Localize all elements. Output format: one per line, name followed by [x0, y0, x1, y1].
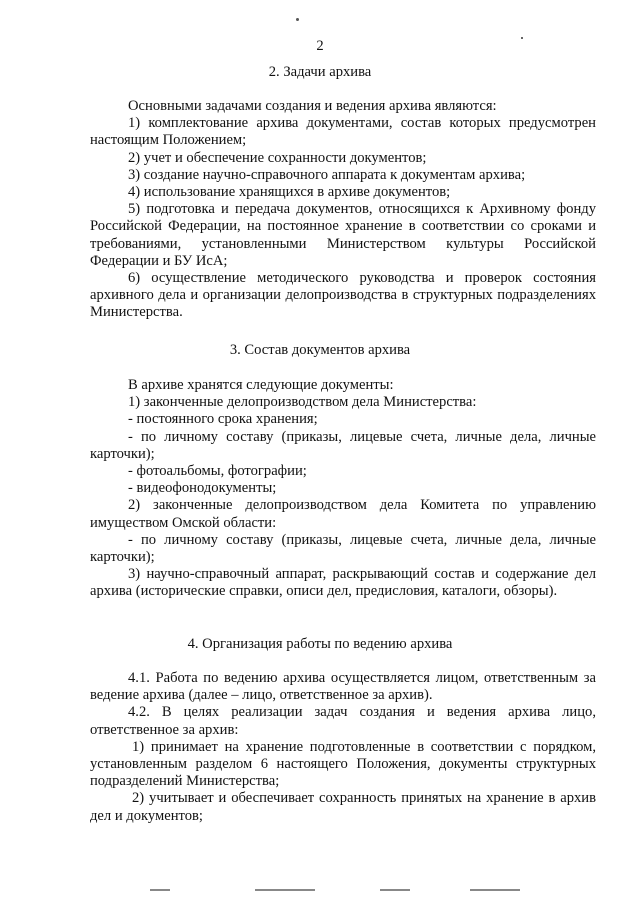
- section-3-intro: В архиве хранятся следующие документы:: [128, 377, 394, 393]
- list-item: 4.2. В целях реализации задач создания и ведения архива лицо, ответственное за архив:: [90, 704, 596, 738]
- section-3-title: 3. Состав документов архива: [229, 342, 411, 358]
- scan-artifact: [255, 889, 315, 891]
- list-item: 2) законченные делопроизводством дела Комитета по управлению имуществом Омской области:: [90, 497, 596, 531]
- section-4-title: 4. Организация работы по ведению архива: [187, 636, 453, 652]
- section-4-body: [90, 670, 596, 825]
- list-item: - фотоальбомы, фотографии;: [128, 463, 307, 480]
- section-2-intro: Основными задачами создания и ведения архива являются:: [128, 98, 497, 114]
- section-3-body: [90, 377, 596, 601]
- list-item: 1) комплектование архива документами, состав которых предусмотрен настоящим Положением;: [90, 115, 596, 149]
- section-2-body: [90, 98, 596, 322]
- list-item: - видеофонодокументы;: [128, 480, 277, 497]
- scan-artifact: [150, 889, 170, 891]
- list-item: 1) принимает на хранение подготовленные в соответствии с порядком, установленным разделом 6 настоящего Положения, документы структурных подразделений Министерства;: [90, 738, 596, 790]
- section-2-title: 2. Задачи архива: [268, 64, 372, 80]
- page-number: 2: [316, 38, 324, 54]
- list-item: 3) создание научно-справочного аппарата к документам архива;: [128, 166, 526, 183]
- scan-speck: [296, 18, 299, 21]
- list-item: 3) научно-справочный аппарат, раскрывающий состав и содержание дел архива (исторические справки, описи дел, предисловия, каталоги, обзоры).: [90, 566, 596, 600]
- scan-artifact: [470, 889, 520, 891]
- list-item: 4) использование хранящихся в архиве документов;: [128, 184, 451, 201]
- list-item: 2) учет и обеспечение сохранности документов;: [128, 149, 427, 166]
- list-item: 6) осуществление методического руководства и проверок состояния архивного дела и организации делопроизводства в структурных подразделениях Министерства.: [90, 270, 596, 321]
- list-item: 4.1. Работа по ведению архива осуществляется лицом, ответственным за ведение архива (далее – лицо, ответственное за архив).: [90, 670, 596, 704]
- list-item: 5) подготовка и передача документов, относящихся к Архивному фонду Российской Федерации, на постоянное хранение в соответствии со сроками и требованиями, установленными Министерством культуры Российской Федерации и БУ ИсА;: [90, 201, 596, 269]
- scan-artifact: [380, 889, 410, 891]
- list-item: - по личному составу (приказы, лицевые счета, личные дела, личные карточки);: [90, 428, 596, 462]
- list-item: - постоянного срока хранения;: [128, 411, 318, 428]
- list-item: 2) учитывает и обеспечивает сохранность принятых на хранение в архив дел и документов;: [90, 790, 596, 824]
- list-item: - по личному составу (приказы, лицевые счета, личные дела, личные карточки);: [90, 531, 596, 566]
- list-item: 1) законченные делопроизводством дела Министерства:: [128, 394, 477, 411]
